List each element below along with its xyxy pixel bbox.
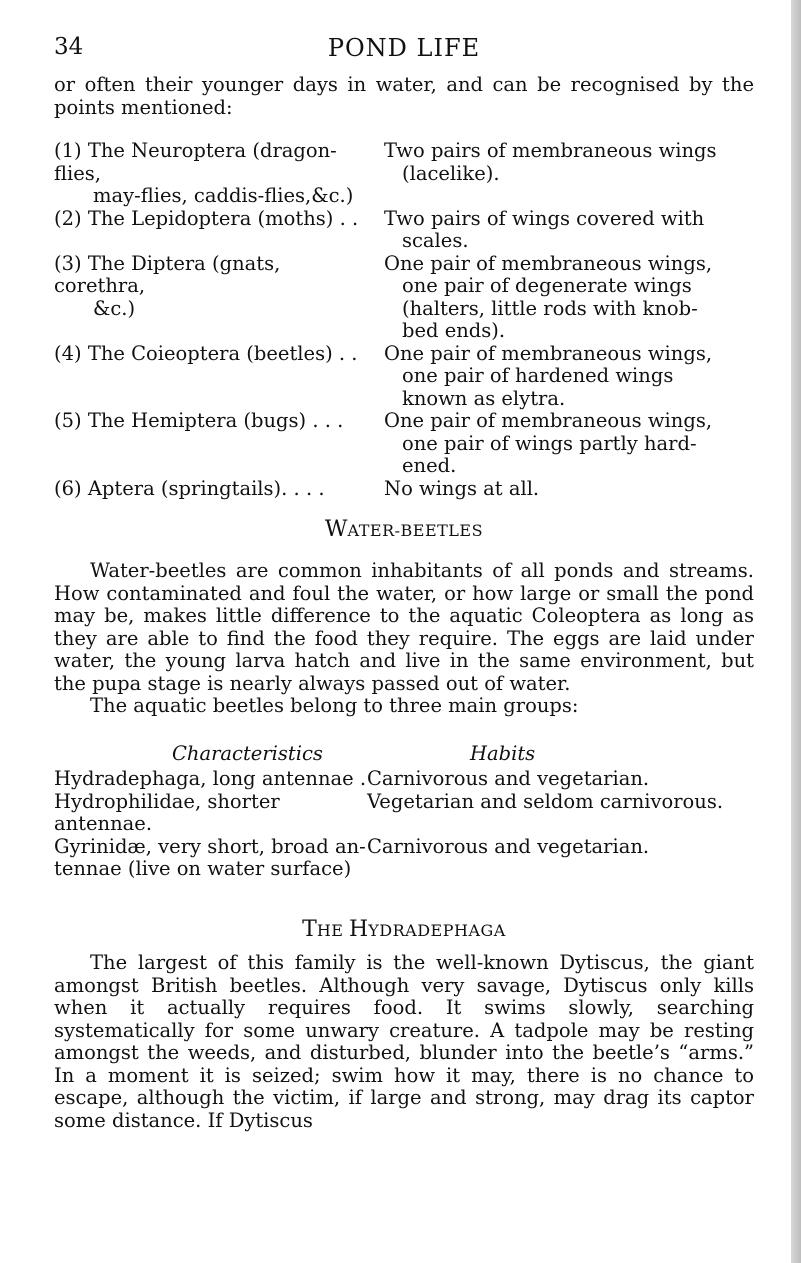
table-row — [54, 768, 754, 791]
order-name: (2) The Lepidoptera (moths) . . — [54, 206, 359, 230]
order-wings-cont: ened. — [402, 454, 457, 477]
paragraph: Water-beetles are common inhabitants of all ponds and streams. How contaminated and foul the water, or how large or small the pond may be, makes little difference to the aquatic Coleoptera as long as they are able to find the food they require. The eggs are laid under water, the young larva hatch and live in the same environment, but the pupa stage is nearly always passed out of water. — [54, 559, 754, 695]
order-name: (6) Aptera (springtails). . . . — [54, 476, 325, 500]
beetle-groups-table — [54, 768, 754, 881]
running-title: POND LIFE — [327, 34, 481, 62]
order-wings-cont: scales. — [402, 229, 469, 252]
table-row — [54, 253, 754, 343]
order-wings: Two pairs of membraneous wings — [384, 139, 717, 162]
table-row — [54, 791, 754, 836]
insect-orders-table — [54, 140, 754, 500]
order-wings-cont: bed ends). — [402, 319, 506, 342]
heading-rest: ATER-BEETLES — [347, 521, 484, 540]
section-heading-hydradephaga — [54, 917, 754, 942]
order-wings-cont: known as elytra. — [402, 386, 566, 410]
heading-rest: HE — [316, 921, 350, 940]
group-habits: Carnivorous and vegetarian. — [367, 834, 650, 858]
table-row — [54, 836, 754, 881]
table-row — [54, 208, 754, 253]
order-name: (4) The Coieoptera (beetles) . . — [54, 341, 358, 365]
order-wings: No wings at all. — [384, 476, 540, 500]
hydradephaga-text — [54, 952, 754, 1132]
table-row — [54, 410, 754, 478]
paragraph: The aquatic beetles belong to three main groups: — [90, 694, 579, 717]
water-beetles-text — [54, 560, 754, 718]
group-characteristics: Gyrinidæ, very short, broad an- — [54, 834, 366, 858]
column-header-characteristics: Characteristics — [172, 742, 323, 765]
group-habits: Carnivorous and vegetarian. — [367, 767, 650, 790]
section-heading-water-beetles — [54, 517, 754, 542]
order-wings: One pair of membraneous wings, — [384, 341, 713, 365]
order-wings-cont: one pair of wings partly hard- — [402, 431, 697, 455]
order-wings: One pair of membraneous wings, — [384, 409, 713, 432]
order-name-cont: &c.) — [93, 296, 136, 320]
intro-text: or often their younger days in water, and can be recognised by the points mentioned: — [54, 73, 754, 119]
group-characteristics: Hydrophilidae, shorter antennae. — [54, 789, 280, 835]
paragraph: The largest of this family is the well-known Dytiscus, the giant amongst British beetles. Although very savage, Dytiscus only kills when it actually requires food. It swims slowly, searching systematically for some unwary creature. A tadpole may be resting amongst the weeds, and disturbed, blunder into the beetle’s “arms.” In a moment it is seized; swim how it may, there is no chance to escape, although the victim, if large and strong, may drag its captor some distance. If Dytiscus — [54, 951, 754, 1132]
heading-rest: YDRADEPHAGA — [368, 921, 506, 940]
order-wings-cont: (halters, little rods with knob- — [402, 296, 698, 320]
order-wings-cont: (lacelike). — [402, 161, 500, 185]
table-row — [54, 140, 754, 208]
order-name: (3) The Diptera (gnats, corethra, — [54, 251, 281, 297]
order-name: (1) The Neuroptera (dragon-flies, — [54, 139, 337, 185]
table-row — [54, 478, 754, 501]
order-name-cont: may-flies, caddis-flies,&c.) — [93, 184, 354, 207]
order-wings: Two pairs of wings covered with — [384, 206, 705, 230]
page-number: 34 — [54, 34, 84, 60]
heading-cap: T — [302, 917, 317, 942]
group-characteristics-cont: tennae (live on water surface) — [54, 857, 352, 880]
group-habits: Vegetarian and seldom carnivorous. — [367, 789, 724, 813]
group-characteristics: Hydradephaga, long antennae . — [54, 767, 367, 790]
order-wings-cont: one pair of hardened wings — [402, 364, 674, 387]
table-row — [54, 343, 754, 411]
heading-cap: H — [349, 917, 369, 942]
order-wings: One pair of membraneous wings, — [384, 251, 713, 275]
order-wings-cont: one pair of degenerate wings — [402, 274, 692, 297]
order-name: (5) The Hemiptera (bugs) . . . — [54, 409, 344, 432]
page-edge-shadow — [791, 0, 801, 1263]
page-header — [54, 34, 754, 68]
heading-cap: W — [324, 517, 348, 542]
column-header-habits: Habits — [470, 742, 536, 765]
